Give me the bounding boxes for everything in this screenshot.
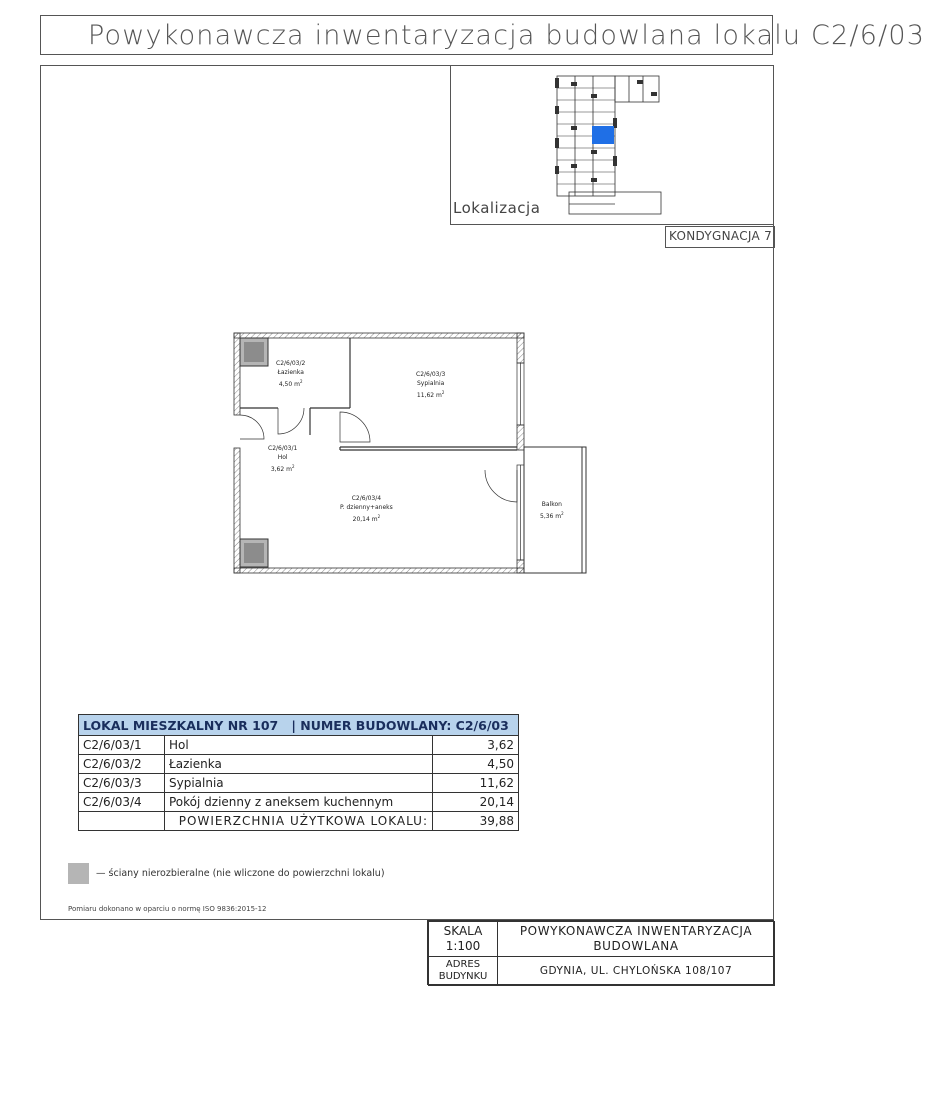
scale-cell <box>428 921 498 957</box>
table-row <box>79 793 519 812</box>
table-row <box>79 774 519 793</box>
document-type-cell <box>497 921 775 957</box>
room-code: C2/6/03/2 <box>79 755 165 774</box>
total-area-label: POWIERZCHNIA UŻYTKOWA LOKALU: <box>165 812 433 831</box>
room-name: Hol <box>165 736 433 755</box>
location-label: Lokalizacja <box>453 199 541 217</box>
room-name: Łazienka <box>165 755 433 774</box>
address-label-line2: BUDYNKU <box>438 971 488 982</box>
legend-text: — ściany nierozbieralne (nie wliczone do powierzchni lokalu) <box>96 868 385 879</box>
room-label-pokoj-dzienny: C2/6/03/4 P. dzienny+aneks 20,14 $m^2$ <box>340 495 393 523</box>
table-header <box>79 715 519 736</box>
room-code: C2/6/03/4 <box>79 793 165 812</box>
room-label-lazienka: C2/6/03/2 Łazienka 4,50 $m^2$ <box>276 360 306 388</box>
address-label-line1: ADRES <box>445 959 481 970</box>
room-code: C2/6/03/1 <box>79 736 165 755</box>
location-highlight <box>592 126 614 144</box>
room-code: C2/6/03/3 <box>79 774 165 793</box>
room-name: Pokój dzienny z aneksem kuchennym <box>165 793 433 812</box>
total-area-value: 39,88 <box>433 812 519 831</box>
area-table <box>78 714 519 831</box>
room-label-sypialnia: C2/6/03/3 Sypialnia 11,62 $m^2$ <box>416 371 446 399</box>
room-area: 3,62 <box>433 736 519 755</box>
room-label-balkon: Balkon 5,36 $m^2$ <box>540 501 564 520</box>
room-area: 20,14 <box>433 793 519 812</box>
legend-swatch <box>68 863 89 884</box>
address-cell <box>497 956 775 986</box>
table-row <box>79 736 519 755</box>
document-type-line2: BUDOWLANA <box>593 939 679 953</box>
table-header-row <box>79 715 519 736</box>
building-address: GDYNIA, UL. CHYLOŃSKA 108/107 <box>539 965 733 977</box>
table-total-row <box>79 812 519 831</box>
room-area: 4,50 <box>433 755 519 774</box>
scale-label: SKALA <box>443 924 483 938</box>
floor-plan <box>230 330 590 580</box>
document-type-line1: POWYKONAWCZA INWENTARYZACJA <box>519 924 753 938</box>
address-label-cell <box>428 956 498 986</box>
floor-label: KONDYGNACJA 7 <box>669 229 773 243</box>
title-stamp <box>427 920 774 985</box>
apartment-number-label: LOKAL MIESZKALNY NR 107 <box>83 717 279 733</box>
table-row <box>79 755 519 774</box>
scale-value: 1:100 <box>445 939 481 953</box>
room-label-hol: C2/6/03/1 Hol 3,62 $m^2$ <box>268 445 298 473</box>
room-name: Sypialnia <box>165 774 433 793</box>
measurement-note: Pomiaru dokonano w oparciu o normę ISO 9836:2015-12 <box>68 905 267 913</box>
room-area: 11,62 <box>433 774 519 793</box>
building-number-label: | NUMER BUDOWLANY: C2/6/03 <box>291 717 509 733</box>
page-title: Powykonawcza inwentaryzacja budowlana lokalu C2/6/03 <box>88 20 925 51</box>
